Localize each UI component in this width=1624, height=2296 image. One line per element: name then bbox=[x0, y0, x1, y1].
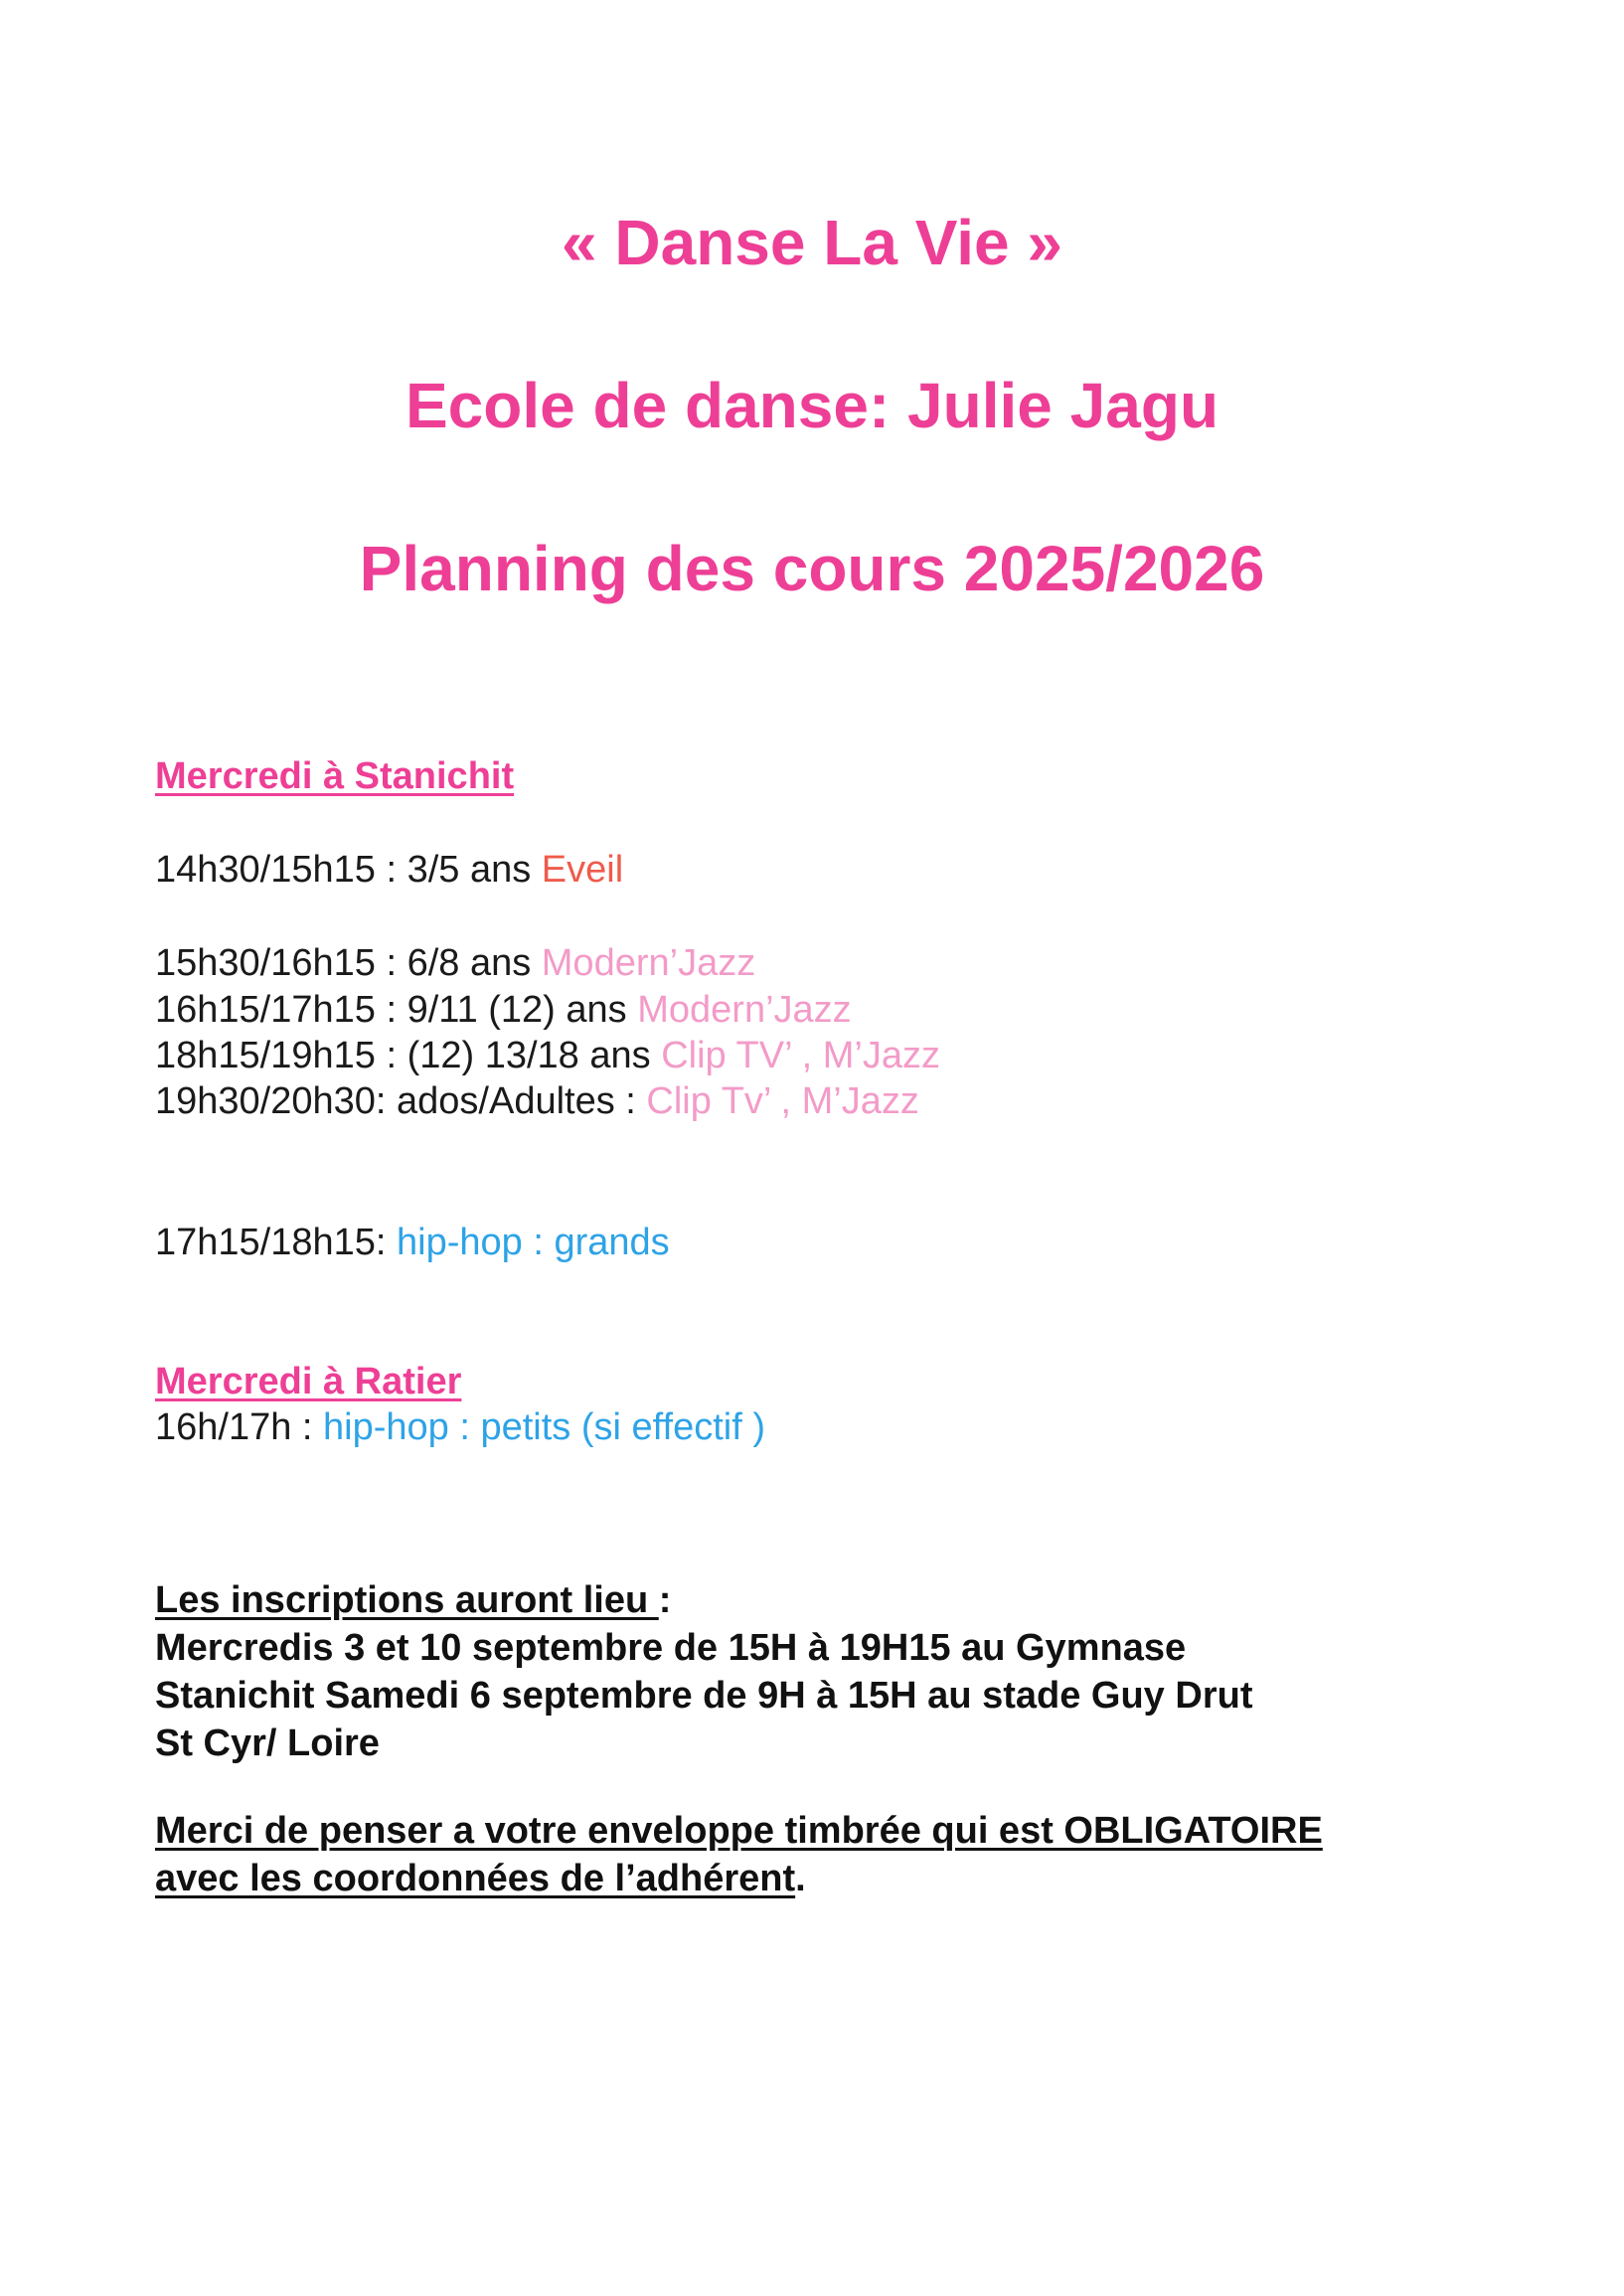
schedule-row bbox=[155, 1082, 919, 1120]
inscriptions-block bbox=[155, 1576, 1252, 1767]
course-name: Modern’Jazz bbox=[541, 942, 756, 984]
school-name: Ecole de danse: Julie Jagu bbox=[405, 370, 1219, 441]
schedule-row bbox=[155, 1037, 940, 1074]
reminder-line: avec les coordonnées de l’adhérent. bbox=[155, 1858, 806, 1899]
schedule-time: 18h15/19h15 : (12) 13/18 ans bbox=[155, 1035, 662, 1076]
schedule-row-hiphop bbox=[155, 1224, 670, 1261]
inscriptions-line: St Cyr/ Loire bbox=[155, 1722, 380, 1764]
schedule-row bbox=[155, 944, 755, 982]
inscriptions-line: Stanichit Samedi 6 septembre de 9H à 15H au stade Guy Drut bbox=[155, 1675, 1253, 1717]
schedule-time: 17h15/18h15: bbox=[155, 1222, 398, 1263]
course-name: hip-hop : petits (si effectif ) bbox=[323, 1406, 765, 1448]
section-heading-ratier: Mercredi à Ratier bbox=[155, 1361, 462, 1402]
schedule-row bbox=[155, 1408, 765, 1446]
course-name: Modern’Jazz bbox=[637, 989, 852, 1031]
schedule-time: 16h15/17h15 : 9/11 (12) ans bbox=[155, 989, 638, 1031]
course-name: Eveil bbox=[541, 849, 624, 891]
schedule-time: 16h/17h : bbox=[155, 1406, 324, 1448]
schedule-row bbox=[155, 991, 852, 1029]
reminder-line: Merci de penser a votre enveloppe timbrée qui est OBLIGATOIRE bbox=[155, 1810, 1323, 1852]
schedule-time: 19h30/20h30: ados/Adultes : bbox=[155, 1080, 647, 1122]
course-name: Clip TV’ , M’Jazz bbox=[661, 1035, 941, 1076]
reminder-block bbox=[155, 1807, 1323, 1902]
inscriptions-heading: Les inscriptions auront lieu : bbox=[155, 1579, 672, 1621]
section-heading-stanichit: Mercredi à Stanichit bbox=[155, 755, 515, 797]
schedule-time: 14h30/15h15 : 3/5 ans bbox=[155, 849, 542, 891]
inscriptions-line: Mercredis 3 et 10 septembre de 15H à 19H15 au Gymnase bbox=[155, 1627, 1187, 1669]
course-name: hip-hop : grands bbox=[397, 1222, 670, 1263]
planning-title: Planning des cours 2025/2026 bbox=[359, 533, 1265, 604]
course-name: Clip Tv’ , M’Jazz bbox=[646, 1080, 919, 1122]
schedule-row bbox=[155, 851, 623, 889]
schedule-time: 15h30/16h15 : 6/8 ans bbox=[155, 942, 542, 984]
page-title: « Danse La Vie » bbox=[562, 207, 1062, 278]
